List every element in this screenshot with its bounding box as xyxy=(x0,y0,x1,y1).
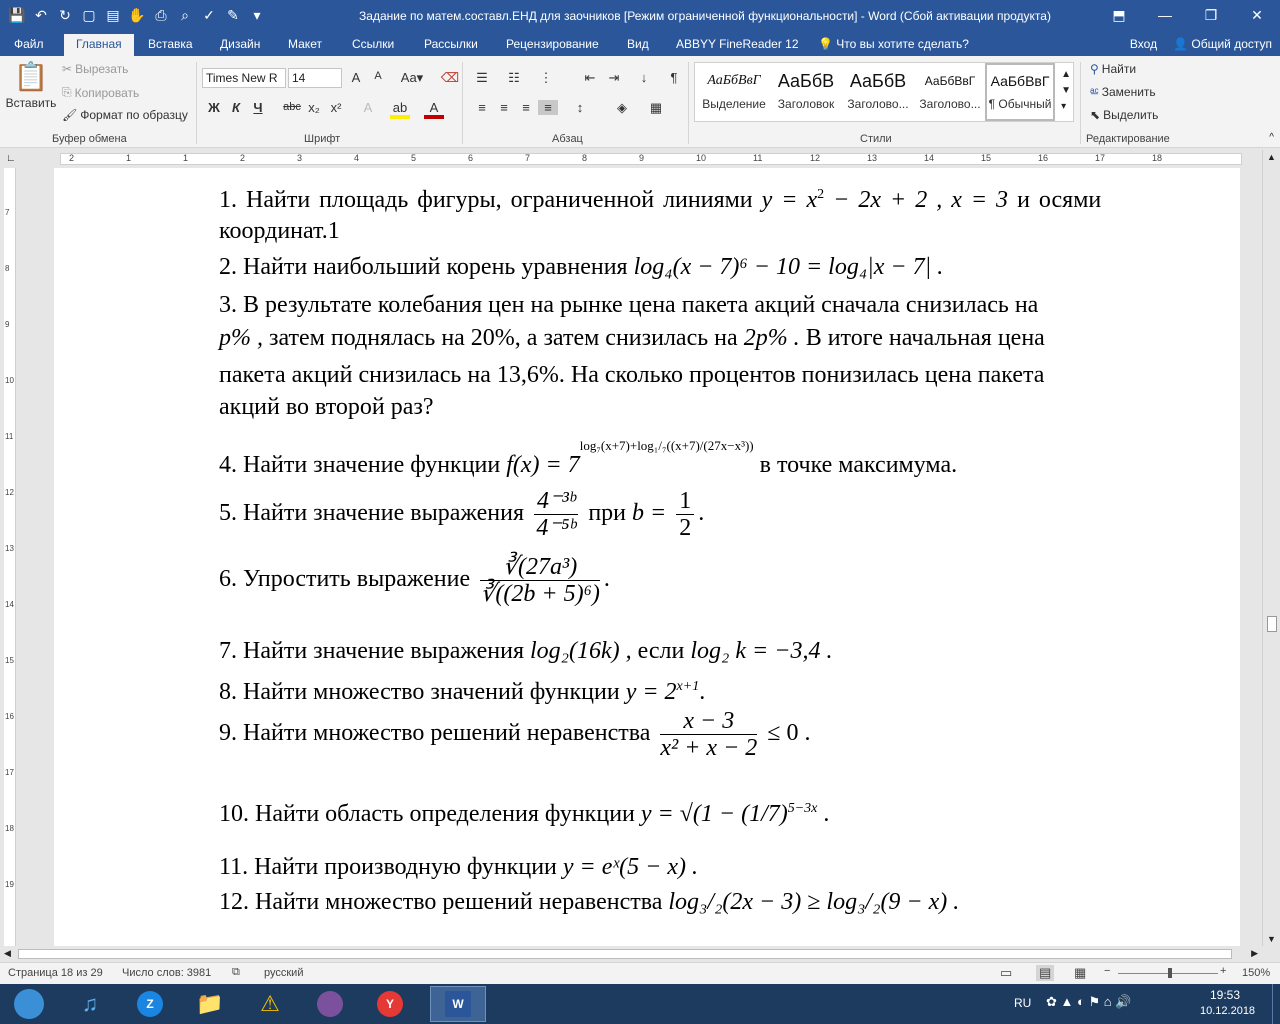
select-label: Выделить xyxy=(1103,108,1159,122)
ruler-tick-label: 14 xyxy=(924,153,935,163)
sort-icon[interactable]: ↓ xyxy=(640,70,648,85)
style-name: ¶ Обычный xyxy=(988,97,1052,111)
ruler-tick-label: 18 xyxy=(1152,153,1163,163)
taskbar-app[interactable] xyxy=(362,986,418,1022)
fraction xyxy=(676,488,694,541)
problem-3-line-1: 3. В результате колебания цен на рынке цена пакета акций сначала снизилась на xyxy=(219,292,1039,318)
problem-text: 7. Найти значение выражения xyxy=(219,638,524,664)
decrease-indent-icon[interactable]: ⇤ xyxy=(584,70,596,85)
problem-text: если xyxy=(637,638,685,664)
music-app-icon: ♫ xyxy=(81,991,99,1016)
problem-1-cont: координат.1 xyxy=(219,218,340,244)
print-preview-icon[interactable]: ⎙ xyxy=(155,6,167,23)
formula: b = xyxy=(632,500,667,527)
formula: y = 2 xyxy=(625,679,677,705)
customize-qat-icon[interactable]: ▾ xyxy=(253,6,261,23)
problem-text: 5. Найти значение выражения xyxy=(219,500,524,527)
tab-selector-icon[interactable]: ∟ xyxy=(6,153,16,164)
bullets-icon[interactable]: ☰ xyxy=(476,70,488,85)
ruler-tick-label: 10 xyxy=(696,153,707,163)
clipboard-group-label: Буфер обмена xyxy=(52,133,127,145)
grow-font-icon[interactable]: A xyxy=(351,70,361,85)
share-label: Общий доступ xyxy=(1191,37,1272,51)
denominator: 4⁻⁵ᵇ xyxy=(536,515,576,541)
replace-label: Заменить xyxy=(1101,85,1156,99)
group-divider xyxy=(196,62,197,144)
style-sample: АаБбВвГ xyxy=(924,74,976,88)
problem-text: при xyxy=(588,500,627,527)
formula-exponent: log₇(x+7)+log₁/₇((x+7)/(27x−x³)) xyxy=(579,438,754,453)
ruler-tick-label: 6 xyxy=(468,153,474,163)
problem-text: 4. Найти значение функции xyxy=(219,452,501,478)
problem-3-line-4: акций во второй раз? xyxy=(219,394,434,420)
style-sample: АаБбВ xyxy=(777,71,835,91)
ruler-tick-label: 1 xyxy=(126,153,132,163)
ruler-tick-label: 9 xyxy=(639,153,645,163)
ruler-tick-label: 2 xyxy=(69,153,75,163)
lightbulb-icon: 💡 xyxy=(818,37,833,51)
ruler-tick-label: 17 xyxy=(1095,153,1106,163)
style-normal[interactable] xyxy=(985,63,1055,121)
multilevel-list-icon[interactable]: ⋮ xyxy=(539,70,553,85)
close-button[interactable]: ✕ xyxy=(1251,6,1263,23)
group-divider xyxy=(1080,62,1081,144)
ruler-tick-label: 15 xyxy=(981,153,992,163)
style-sample: АаБбВвГ xyxy=(990,73,1050,89)
paintbrush-icon: 🖌 xyxy=(62,108,78,122)
window-title: Задание по матем.составл.ЕНД для заочников [Режим ограниченной функциональности] - Word (Сбой активации продукта) xyxy=(359,9,1051,23)
word-count[interactable]: Число слов: 3981 xyxy=(122,967,212,979)
problem-1 xyxy=(219,180,1197,215)
format-painter-button[interactable] xyxy=(62,108,188,122)
vruler-tick-label: 16 xyxy=(5,712,14,721)
person-icon: 👤 xyxy=(1173,37,1189,51)
taskbar-app-active[interactable] xyxy=(430,986,486,1022)
font-group-label: Шрифт xyxy=(304,133,341,145)
zoom-level[interactable]: 150% xyxy=(1242,967,1271,979)
increase-indent-icon[interactable]: ⇥ xyxy=(608,70,620,85)
show-marks-icon[interactable]: ¶ xyxy=(670,70,678,85)
style-emphasis[interactable] xyxy=(699,65,769,121)
problem-text: 2. Найти наибольший корень уравнения xyxy=(219,254,628,280)
vruler-tick-label: 10 xyxy=(5,376,14,385)
problem-3-line-2 xyxy=(219,323,1197,353)
zoom-in-button[interactable]: + xyxy=(1220,965,1227,977)
viber-icon xyxy=(317,991,343,1017)
problem-text: 11. Найти производную функции xyxy=(219,854,557,880)
vruler-tick-label: 14 xyxy=(5,600,14,609)
ruler-strip xyxy=(60,153,1242,165)
ruler-tick-label: 12 xyxy=(810,153,821,163)
problem-2 xyxy=(219,252,1197,282)
zoom-out-button[interactable]: − xyxy=(1104,965,1111,977)
tab-home[interactable]: Главная xyxy=(64,34,134,56)
cut-button[interactable] xyxy=(62,62,128,76)
style-sample: АаБбВ xyxy=(849,71,907,91)
windows-icon xyxy=(14,989,44,1019)
clipboard-icon: 📋 xyxy=(13,61,49,92)
font-size-box[interactable]: 14 xyxy=(288,68,342,88)
new-document-icon[interactable]: ▢ xyxy=(82,6,96,23)
replace-button[interactable] xyxy=(1090,85,1156,99)
styles-group-label: Стили xyxy=(860,133,892,145)
problem-text: 12. Найти множество решений неравенства xyxy=(219,889,663,915)
cut-label: Вырезать xyxy=(75,62,129,76)
scissors-icon: ✂ xyxy=(62,62,73,76)
find-label: Найти xyxy=(1101,62,1137,76)
redo-icon[interactable]: ↻ xyxy=(59,6,71,23)
text-effects-icon[interactable]: A xyxy=(363,100,373,115)
strikethrough-button[interactable]: abc xyxy=(283,101,301,113)
formula: ≤ 0 . xyxy=(767,720,811,747)
paste-label: Вставить xyxy=(5,96,57,110)
ruler-tick-label: 2 xyxy=(240,153,246,163)
hscroll-thumb[interactable] xyxy=(18,949,1232,959)
ruler-tick-label: 13 xyxy=(867,153,878,163)
format-painter-label: Формат по образцу xyxy=(80,108,188,122)
fraction xyxy=(480,554,600,607)
start-button[interactable] xyxy=(0,986,58,1022)
formula: log₂ k = −3,4 . xyxy=(690,638,833,664)
vertical-scrollbar[interactable] xyxy=(1262,150,1280,946)
vruler-tick-label: 17 xyxy=(5,768,14,777)
problem-text: 6. Упростить выражение xyxy=(219,566,471,593)
formula: f(x) = 7 xyxy=(506,452,580,478)
font-color-icon[interactable]: A xyxy=(424,100,444,119)
tell-me-box[interactable] xyxy=(818,37,969,51)
vertical-ruler-strip xyxy=(4,168,16,946)
formula: y = x xyxy=(761,187,818,213)
numerator: ∛(27a³) xyxy=(480,554,600,581)
ribbon-display-icon[interactable]: ⬒ xyxy=(1112,6,1126,23)
ruler-tick-label: 7 xyxy=(525,153,531,163)
denominator: 2 xyxy=(679,515,692,541)
collapse-ribbon-icon[interactable]: ^ xyxy=(1269,132,1274,143)
problem-5: 5. Найти значение выражения $\frac{\text{4⁻³ᵇ}}{\text{4⁻⁵ᵇ}}$ при b = $\frac{1}{2}$ . xyxy=(219,488,705,541)
group-divider xyxy=(688,62,689,144)
vruler-tick-label: 11 xyxy=(5,432,14,441)
tray-icons[interactable]: ✿ ▲ ◐ ⚑ ⌂ 🔊 xyxy=(1046,994,1132,1009)
restore-button[interactable]: ❐ xyxy=(1204,6,1218,23)
touch-mode-icon[interactable]: ✋ xyxy=(128,6,146,23)
page[interactable] xyxy=(54,168,1240,946)
vruler-tick-label: 19 xyxy=(5,880,14,889)
scroll-down-icon[interactable]: ▼ xyxy=(1267,934,1276,944)
problem-text: 9. Найти множество решений неравенства xyxy=(219,720,651,747)
style-name: Заголово... xyxy=(919,97,981,111)
undo-icon[interactable]: ↶ xyxy=(35,6,47,23)
taskbar xyxy=(0,984,1280,1024)
align-right-icon[interactable]: ≡ xyxy=(522,100,530,115)
tab-insert[interactable]: Вставка xyxy=(148,37,193,51)
style-heading-1[interactable] xyxy=(843,65,913,121)
ruler-tick-label: 4 xyxy=(354,153,360,163)
word-icon: W xyxy=(445,991,471,1017)
exponent: 5−3x xyxy=(787,801,818,816)
proofing-icon[interactable]: ⧉ xyxy=(232,966,240,978)
clock-time[interactable]: 19:53 xyxy=(1210,988,1241,1002)
status-bar xyxy=(0,962,1280,984)
problem-text: затем поднялась на 20%, а затем снизилась на xyxy=(269,325,738,351)
taskbar-app[interactable] xyxy=(182,986,238,1022)
shading-icon[interactable]: ◈ xyxy=(617,100,627,115)
search-icon[interactable]: ⌕ xyxy=(181,6,189,23)
vruler-tick-label: 12 xyxy=(5,488,14,497)
exponent: 2 xyxy=(817,187,825,202)
horizontal-scrollbar[interactable] xyxy=(0,946,1262,962)
problem-7 xyxy=(219,636,1197,666)
horizontal-ruler xyxy=(0,150,1262,168)
problem-12 xyxy=(219,887,1197,917)
clock-date[interactable]: 10.12.2018 xyxy=(1200,1005,1256,1017)
ruler-tick-label: 16 xyxy=(1038,153,1049,163)
formula: y = √(1 − (1/7) xyxy=(640,801,788,827)
problem-6: 6. Упростить выражение $\frac{\text{∛(27a³)}}{\text{∛((2b + 5)⁶)}}$ . xyxy=(219,554,610,607)
save-icon[interactable]: 💾 xyxy=(8,6,26,23)
zoom-thumb[interactable] xyxy=(1168,968,1172,978)
borders-icon[interactable]: ▦ xyxy=(649,100,663,115)
problem-text: В итоге начальная цена xyxy=(805,325,1045,351)
spelling-icon[interactable]: ✓ xyxy=(203,6,215,23)
zoom-app-icon: Z xyxy=(137,991,163,1017)
font-name-box[interactable]: Times New R xyxy=(202,68,286,88)
exponent: x+1 xyxy=(676,679,700,694)
share-button[interactable] xyxy=(1173,37,1272,51)
formula: log₄(x − 7)⁶ − 10 = log₄|x − 7| . xyxy=(633,254,944,280)
fraction xyxy=(534,488,578,541)
find-icon: ⚲ xyxy=(1090,62,1099,76)
ribbon xyxy=(0,56,1280,148)
copy-label: Копировать xyxy=(74,85,140,100)
read-mode-icon[interactable]: ▭ xyxy=(1000,965,1013,980)
open-icon[interactable]: ▤ xyxy=(106,6,120,23)
change-case-icon[interactable]: Aa▾ xyxy=(400,70,424,85)
formula: − 2x + 2 , xyxy=(833,187,943,213)
replace-icon: ᵃ̶ᶜ xyxy=(1090,85,1099,99)
minimize-button[interactable]: — xyxy=(1158,7,1172,23)
tab-review[interactable]: Рецензирование xyxy=(506,37,599,51)
numerator: x − 3 xyxy=(660,708,757,735)
tell-me-text: Что вы хотите сделать? xyxy=(836,37,969,51)
formula: log₃/₂(2x − 3) ≥ log₃/₂(9 − x) . xyxy=(668,889,960,915)
denominator: ∛((2b + 5)⁶) xyxy=(480,581,600,607)
account-area xyxy=(1130,37,1272,51)
document-area xyxy=(18,168,1262,946)
align-left-icon[interactable]: ≡ xyxy=(478,100,486,115)
formula: log₂(16k) , xyxy=(530,638,632,664)
justify-icon[interactable]: ≡ xyxy=(538,100,558,115)
styles-scroll-icon[interactable]: ▲ ▼ ▾ xyxy=(1061,69,1071,112)
tab-layout[interactable]: Макет xyxy=(288,37,322,51)
tab-view[interactable]: Вид xyxy=(627,37,649,51)
style-heading-2[interactable] xyxy=(915,65,985,121)
problem-8: 8. Найти множество значений функции $y = 2^{x+1}$. xyxy=(219,679,706,705)
paragraph-group-label: Абзац xyxy=(552,133,583,145)
style-sample: АаБбВвГ xyxy=(707,73,761,88)
formula: y = eˣ(5 − x) . xyxy=(562,854,698,880)
line-spacing-icon[interactable]: ↕ xyxy=(576,100,584,115)
language[interactable]: русский xyxy=(264,967,304,979)
ruler-tick-label: 3 xyxy=(297,153,303,163)
style-name: Заголовок xyxy=(777,97,835,111)
scroll-left-icon[interactable]: ◀ xyxy=(4,948,11,958)
fraction xyxy=(660,708,757,761)
shrink-font-icon[interactable]: A xyxy=(374,70,382,82)
numbering-icon[interactable]: ☷ xyxy=(508,70,520,85)
find-button[interactable] xyxy=(1090,62,1136,76)
group-divider xyxy=(462,62,463,144)
select-icon: ⬉ xyxy=(1090,108,1101,122)
superscript-button[interactable]: x² xyxy=(330,100,342,115)
formula: p% , xyxy=(219,325,263,351)
ruler-tick-label: 1 xyxy=(183,153,189,163)
vruler-tick-label: 15 xyxy=(5,656,14,665)
tab-references[interactable]: Ссылки xyxy=(352,37,395,51)
style-heading[interactable] xyxy=(771,65,841,121)
vruler-tick-label: 7 xyxy=(5,208,10,217)
yandex-icon: Y xyxy=(377,991,403,1017)
style-name: Выделение xyxy=(702,97,766,111)
vruler-tick-label: 18 xyxy=(5,824,14,833)
ruler-tick-label: 5 xyxy=(411,153,417,163)
problem-9 xyxy=(219,708,1197,761)
taskbar-app[interactable] xyxy=(62,986,118,1022)
print-layout-icon[interactable]: ▤ xyxy=(1036,965,1054,981)
ruler-tick-label: 11 xyxy=(753,153,763,163)
align-center-icon[interactable]: ≡ xyxy=(500,100,508,115)
highlight-icon[interactable]: ab xyxy=(390,100,410,119)
window-controls xyxy=(1096,0,1280,30)
paste-button[interactable] xyxy=(5,60,57,110)
problem-text: в точке максимума. xyxy=(759,452,958,478)
problem-10: 10. Найти область определения функции $y = √(1 - (1/7)^{5-3x}$ . xyxy=(219,801,830,827)
numerator: 4⁻³ᵇ xyxy=(534,488,578,515)
scroll-right-icon[interactable]: ▶ xyxy=(1251,948,1258,958)
signin-link[interactable]: Вход xyxy=(1129,37,1158,51)
copy-button[interactable] xyxy=(62,85,139,100)
bold-button[interactable]: Ж xyxy=(208,100,220,115)
problem-text: и осями xyxy=(1017,187,1102,213)
ribbon-tabs xyxy=(0,34,1280,56)
denominator: x² + x − 2 xyxy=(660,735,758,761)
edit-icon[interactable]: ✎ xyxy=(227,6,239,23)
scroll-thumb[interactable] xyxy=(1267,616,1277,632)
styles-gallery xyxy=(694,62,1074,122)
style-name: Заголово... xyxy=(847,97,909,111)
title-bar xyxy=(0,0,1280,34)
vruler-tick-label: 13 xyxy=(5,544,14,553)
taskbar-app[interactable] xyxy=(242,986,298,1022)
web-layout-icon[interactable]: ▦ xyxy=(1074,965,1087,980)
problem-3-line-3: пакета акций снизилась на 13,6%. На сколько процентов понизилась цена пакета xyxy=(219,362,1045,388)
problem-4 xyxy=(219,438,1197,483)
input-language[interactable]: RU xyxy=(1014,996,1032,1010)
clear-formatting-icon[interactable]: ⌫ xyxy=(440,70,460,85)
vruler-tick-label: 8 xyxy=(5,264,10,273)
formula: 2p% . xyxy=(743,325,800,351)
page-count[interactable]: Страница 18 из 29 xyxy=(8,967,103,979)
select-button[interactable] xyxy=(1090,108,1158,122)
problem-text: 10. Найти область определения функции xyxy=(219,801,635,827)
tab-file[interactable]: Файл xyxy=(14,37,44,51)
vruler-tick-label: 9 xyxy=(5,320,10,329)
copy-icon: ⎘ xyxy=(62,85,72,99)
problem-text: 8. Найти множество значений функции xyxy=(219,679,620,705)
tab-design[interactable]: Дизайн xyxy=(220,37,261,51)
numerator: 1 xyxy=(676,488,694,515)
vertical-ruler xyxy=(0,168,18,946)
folder-icon: 📁 xyxy=(196,991,224,1016)
warning-app-icon: ⚠ xyxy=(260,991,280,1016)
problem-text: 1. Найти площадь фигуры, ограниченной линиями xyxy=(219,187,753,213)
problem-11 xyxy=(219,852,1197,882)
scroll-up-icon[interactable]: ▲ xyxy=(1267,152,1276,162)
subscript-button[interactable]: x₂ xyxy=(308,100,320,115)
taskbar-app[interactable] xyxy=(302,986,358,1022)
formula: x = 3 xyxy=(951,187,1009,213)
underline-button[interactable]: Ч xyxy=(253,100,263,115)
tab-mailings[interactable]: Рассылки xyxy=(424,37,478,51)
taskbar-app[interactable] xyxy=(122,986,178,1022)
ruler-tick-label: 8 xyxy=(582,153,588,163)
show-desktop-button[interactable] xyxy=(1272,984,1280,1024)
italic-button[interactable]: К xyxy=(232,100,240,115)
editing-group-label: Редактирование xyxy=(1086,133,1170,145)
tab-abbyy[interactable]: ABBYY FineReader 12 xyxy=(676,37,799,51)
